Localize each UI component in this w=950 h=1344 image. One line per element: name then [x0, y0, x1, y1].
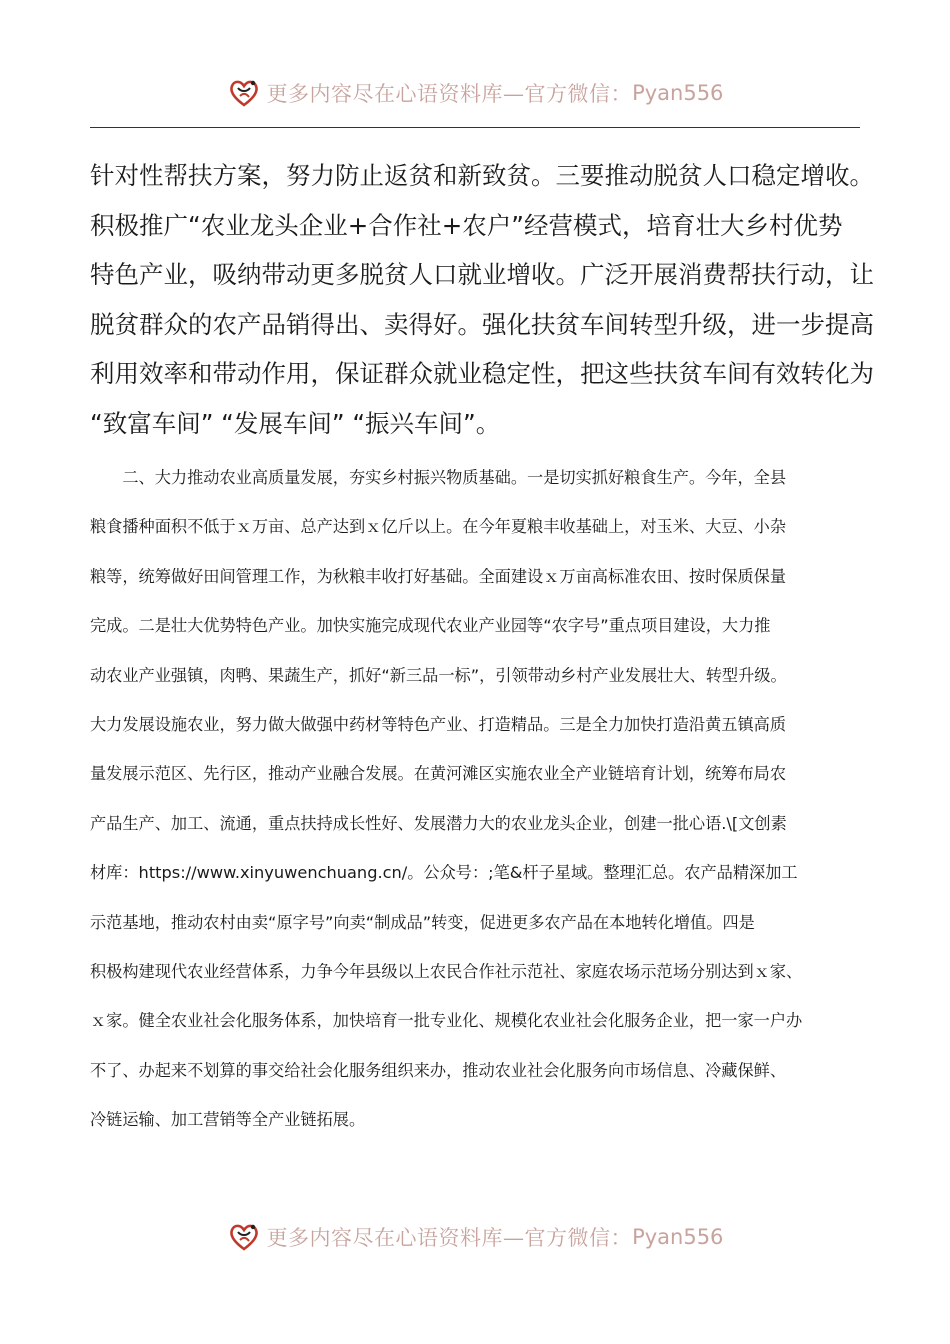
page-header-watermark: [0, 68, 950, 118]
paragraph-2: [90, 453, 865, 1145]
paragraph-1-line: 针对性帮扶方案，努力防止返贫和新致贫。三要推动脱贫人口稳定增收。: [90, 161, 874, 190]
paragraph-2-line: 产品生产、加工、流通，重点扶持成长性好、发展潜力大的农业龙头企业，创建一批心语.\[文创素: [90, 813, 787, 833]
paragraph-1-line: 积极推广“农业龙头企业+合作社+农户”经营模式，培育壮大乡村优势: [90, 210, 843, 240]
paragraph-2-line: 粮等，统筹做好田间管理工作，为秋粮丰收打好基础。全面建设ｘ万亩高标准农田、按时保质保量: [90, 566, 787, 586]
paragraph-2-line: 不了、办起来不划算的事交给社会化服务组织来办，推动农业社会化服务向市场信息、冷藏保鲜、: [90, 1060, 787, 1080]
paragraph-1-line: 特色产业，吸纳带动更多脱贫人口就业增收。广泛开展消费帮扶行动，让: [90, 260, 874, 290]
paragraph-2-line: 二、大力推动农业高质量发展，夯实乡村振兴物质基础。一是切实抓好粮食生产。今年，全县: [90, 468, 787, 487]
footer-brand-text: 更多内容尽在心语资料库—官方微信：: [266, 1226, 633, 1250]
footer-brand-id: Pyan556: [632, 1225, 724, 1249]
header-divider: [90, 127, 860, 128]
paragraph-2-line: 示范基地，推动农村由卖“原字号”向卖“制成品”转变，促进更多农产品在本地转化增值。四是: [90, 912, 755, 932]
heart-knot-logo-icon: [227, 1220, 261, 1254]
paragraph-2-line: 动农业产业强镇，肉鸭、果蔬生产，抓好“新三品一标”，引领带动乡村产业发展壮大、转型升级。: [90, 665, 787, 685]
paragraph-2-line: 量发展示范区、先行区，推动产业融合发展。在黄河滩区实施农业全产业链培育计划，统筹布局农: [90, 764, 787, 784]
paragraph-2-line: 冷链运输、加工营销等全产业链拓展。: [90, 1110, 366, 1130]
paragraph-2-line: 粮食播种面积不低于ｘ万亩、总产达到ｘ亿斤以上。在今年夏粮丰收基础上，对玉米、大豆、小杂: [90, 517, 787, 537]
page-footer-watermark: [0, 1212, 950, 1262]
paragraph-1: [90, 151, 874, 449]
paragraph-1-line: “致富车间” “发展车间” “振兴车间”。: [90, 408, 501, 438]
paragraph-2-line: 完成。二是壮大优势特色产业。加快实施完成现代农业产业园等“农字号”重点项目建设，大力推: [90, 616, 771, 636]
heart-knot-logo-icon: [227, 76, 261, 110]
paragraph-2-line: ｘ家。健全农业社会化服务体系，加快培育一批专业化、规模化农业社会化服务企业，把一家一户办: [90, 1011, 803, 1031]
paragraph-1-line: 脱贫群众的农产品销得出、卖得好。强化扶贫车间转型升级，进一步提高: [90, 309, 874, 339]
header-brand-id: Pyan556: [632, 81, 724, 105]
paragraph-2-line: 材库：https://www.xinyuwenchuang.cn/。公众号：;笔&杆子星域。整理汇总。农产品精深加工: [90, 863, 798, 883]
paragraph-2-line: 大力发展设施农业，努力做大做强中药材等特色产业、打造精品。三是全力加快打造沿黄五镇高质: [90, 715, 787, 735]
paragraph-2-line: 积极构建现代农业经营体系，力争今年县级以上农民合作社示范社、家庭农场示范场分别达到ｘ家、: [90, 962, 803, 982]
header-brand-text: 更多内容尽在心语资料库—官方微信：: [266, 82, 633, 106]
paragraph-1-line: 利用效率和带动作用，保证群众就业稳定性，把这些扶贫车间有效转化为: [90, 359, 874, 389]
